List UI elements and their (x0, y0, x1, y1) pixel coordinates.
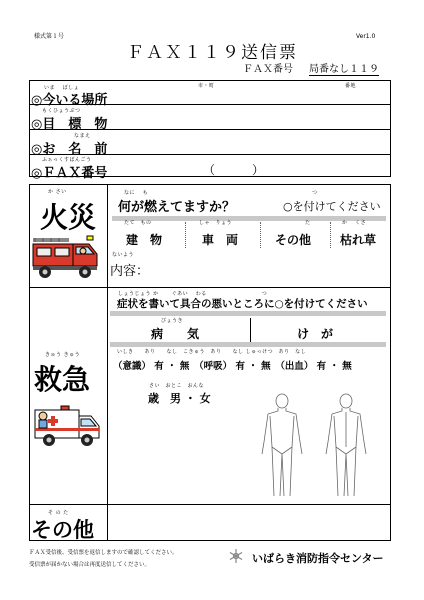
form-number: 様式第１号 (34, 33, 65, 40)
fire-option-other[interactable]: その他 (275, 233, 312, 247)
current-location-label: ◎今いる場所 (31, 93, 108, 108)
banchi-label: 番地 (345, 83, 357, 89)
option-injury[interactable]: け が (297, 327, 334, 341)
city-town-label: 市・町 (198, 83, 215, 89)
ems-label: 救急 (34, 363, 91, 396)
fax-number-field[interactable] (120, 159, 390, 176)
footer-note-2: 受信票が届かない場合は再度送信してください。 (29, 562, 151, 568)
fire-label: 火災 (40, 201, 97, 234)
snowflake-logo-icon (228, 548, 244, 564)
fire-option-dry-grass[interactable]: 枯れ草 (340, 233, 377, 247)
other-label: その他 (31, 518, 94, 542)
age-sex-row[interactable]: 歳 男 ・ 女 (148, 392, 211, 405)
fire-truck-icon (31, 232, 103, 280)
body-back-icon (326, 394, 366, 496)
current-location-field[interactable] (120, 86, 390, 103)
fire-option-vehicle[interactable]: 車 両 (202, 233, 239, 247)
fire-content-field[interactable] (160, 256, 385, 284)
fax-number-label: ＦＡＸ番号 (243, 64, 293, 75)
body-diagram[interactable] (250, 392, 380, 498)
symptom-instruction: 症状を書いて具合の悪いところに○を付けてください (117, 298, 368, 310)
fire-instruction: ○を付けてください (283, 200, 381, 213)
fax-number-value: 局番なし１１９ (309, 60, 379, 76)
fire-content-label: 内容： (110, 264, 150, 279)
name-field[interactable] (120, 135, 390, 152)
fire-question: 何が燃えてますか？ (118, 200, 236, 215)
fire-option-building[interactable]: 建 物 (126, 233, 163, 247)
body-front-icon (262, 394, 302, 496)
landmark-field[interactable] (120, 110, 390, 127)
ambulance-icon (33, 402, 103, 448)
option-illness[interactable]: 病 気 (151, 327, 200, 341)
footer-note-1: ＦＡＸ受信後、受信票を返信しますので確認してください。 (29, 550, 178, 556)
page-title: ＦＡＸ１１９送信票 (127, 43, 298, 63)
name-label: ◎お 名 前 (31, 142, 108, 157)
fax-number-row-label: ◎ＦＡＸ番号 (31, 166, 108, 181)
center-name: いばらき消防指令センター (252, 552, 384, 565)
landmark-label: ◎目 標 物 (31, 117, 108, 132)
version-label: Ver1.0 (356, 33, 376, 40)
vitals-row[interactable]: （意識） 有 ・ 無 （呼吸） 有 ・ 無 （出血） 有 ・ 無 (113, 361, 352, 372)
other-field[interactable] (110, 507, 388, 539)
